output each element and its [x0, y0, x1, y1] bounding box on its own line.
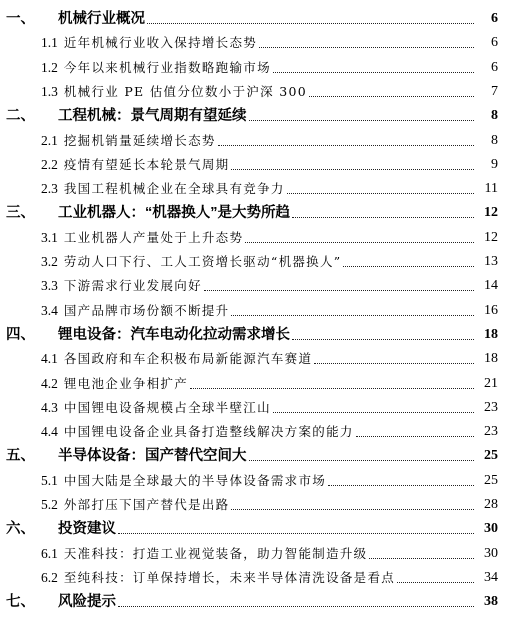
toc-page-number: 18 [484, 326, 498, 342]
toc-dot-leader [314, 363, 474, 364]
toc-entry-title: 中国大陆是全球最大的半导体设备需求市场 [63, 472, 327, 488]
toc-section-entry[interactable] [0, 468, 516, 490]
toc-entry-title: 挖掘机销量延续增长态势 [63, 132, 216, 148]
toc-entry-number: 2.1 [41, 132, 58, 148]
toc-page-number: 9 [491, 156, 498, 172]
toc-dot-leader [249, 120, 475, 121]
toc-entry-number: 6.2 [41, 569, 58, 585]
toc-page-number: 6 [491, 35, 498, 51]
toc-chapter-entry[interactable] [0, 6, 516, 28]
toc-page-number: 23 [484, 399, 498, 415]
toc-entry-number: 二、 [6, 108, 35, 125]
toc-dot-leader [273, 72, 474, 73]
toc-section-entry[interactable] [0, 249, 516, 271]
toc-entry-title: 天准科技：打造工业视觉装备，助力智能制造升级 [63, 545, 368, 561]
toc-section-entry[interactable] [0, 79, 516, 101]
toc-dot-leader [118, 533, 474, 534]
toc-page-number: 6 [491, 59, 498, 75]
toc-entry-number: 4.3 [41, 399, 58, 415]
toc-page-number: 21 [484, 375, 498, 391]
toc-dot-leader [218, 145, 474, 146]
toc-page-number: 34 [484, 569, 498, 585]
toc-page-number: 7 [491, 83, 498, 99]
toc-entry-number: 四、 [6, 326, 35, 343]
toc-dot-leader [245, 242, 474, 243]
toc-entry-title: 今年以来机械行业指数略跑输市场 [63, 59, 271, 75]
toc-section-entry[interactable] [0, 346, 516, 368]
toc-page-number: 12 [484, 229, 498, 245]
toc-entry-number: 6.1 [41, 545, 58, 561]
toc-dot-leader [249, 460, 475, 461]
toc-dot-leader [231, 509, 474, 510]
toc-entry-number: 4.4 [41, 424, 58, 440]
toc-entry-number: 五、 [6, 448, 35, 465]
toc-dot-leader [343, 266, 474, 267]
toc-section-entry[interactable] [0, 152, 516, 174]
toc-page-number: 12 [484, 205, 498, 221]
toc-page-number: 30 [484, 545, 498, 561]
toc-page-number: 30 [484, 521, 498, 537]
toc-entry-title: 机械行业 PE 估值分位数小于沪深 300 [63, 83, 307, 99]
toc-dot-leader [309, 96, 474, 97]
toc-entry-number: 七、 [6, 594, 35, 611]
toc-section-entry[interactable] [0, 565, 516, 587]
toc-page-number: 14 [484, 278, 498, 294]
toc-entry-title: 工业机器人产量处于上升态势 [63, 229, 244, 245]
toc-section-entry[interactable] [0, 225, 516, 247]
toc-entry-title: 工程机械：景气周期有望延续 [58, 108, 247, 125]
toc-page-number: 28 [484, 497, 498, 512]
toc-chapter-entry[interactable] [0, 443, 516, 465]
toc-page-number: 8 [491, 132, 498, 148]
toc-entry-number: 1.3 [41, 83, 58, 99]
toc-entry-title: 我国工程机械企业在全球具有竞争力 [63, 181, 285, 197]
toc-chapter-entry[interactable] [0, 589, 516, 611]
toc-entry-title: 风险提示 [58, 594, 116, 611]
toc-entry-title: 近年机械行业收入保持增长态势 [63, 35, 258, 51]
toc-entry-title: 各国政府和车企积极布局新能源汽车赛道 [63, 351, 313, 367]
toc-entry-title: 中国锂电设备规模占全球半壁江山 [63, 399, 271, 415]
toc-page-number: 18 [484, 351, 498, 367]
toc-chapter-entry[interactable] [0, 103, 516, 125]
toc-dot-leader [397, 582, 474, 583]
toc-section-entry[interactable] [0, 492, 516, 514]
toc-section-entry[interactable] [0, 419, 516, 441]
toc-page-number: 16 [484, 302, 498, 318]
toc-entry-number: 1.1 [41, 35, 58, 51]
toc-chapter-entry[interactable] [0, 200, 516, 222]
toc-entry-number: 3.3 [41, 278, 58, 294]
toc-dot-leader [292, 217, 474, 218]
toc-page-number: 23 [484, 424, 498, 440]
toc-entry-title: 锂电设备：汽车电动化拉动需求增长 [58, 326, 290, 343]
toc-entry-number: 2.2 [41, 156, 58, 172]
toc-dot-leader [273, 412, 474, 413]
toc-entry-title: 至纯科技：订单保持增长，未来半导体清洗设备是看点 [63, 569, 396, 585]
toc-entry-number: 4.2 [41, 375, 58, 391]
toc-dot-leader [204, 290, 474, 291]
toc-entry-number: 3.1 [41, 229, 58, 245]
toc-entry-number: 1.2 [41, 59, 58, 75]
toc-dot-leader [147, 23, 474, 24]
toc-section-entry[interactable] [0, 128, 516, 150]
toc-dot-leader [287, 193, 474, 194]
toc-dot-leader [259, 47, 474, 48]
toc-page-number: 11 [484, 181, 498, 197]
toc-entry-title: 疫情有望延长本轮景气周期 [63, 156, 230, 172]
toc-entry-title: 劳动人口下行、工人工资增长驱动“机器换人” [63, 254, 342, 269]
toc-entry-number: 一、 [6, 11, 35, 27]
toc-page-number: 25 [484, 448, 498, 464]
toc-section-entry[interactable] [0, 273, 516, 295]
toc-page-number: 13 [484, 254, 498, 269]
toc-entry-title: 机械行业概况 [58, 11, 145, 27]
toc-entry-number: 3.4 [41, 302, 58, 318]
toc-entry-number: 2.3 [41, 181, 58, 197]
toc-entry-title: 下游需求行业发展向好 [63, 278, 202, 294]
toc-entry-number: 3.2 [41, 254, 58, 269]
toc-section-entry[interactable] [0, 176, 516, 198]
toc-section-entry[interactable] [0, 371, 516, 393]
toc-page-number: 6 [491, 11, 498, 26]
toc-page-number: 8 [491, 108, 498, 124]
toc-chapter-entry[interactable] [0, 516, 516, 538]
toc-dot-leader [369, 558, 474, 559]
toc-entry-title: 投资建议 [58, 521, 116, 538]
toc-dot-leader [356, 436, 474, 437]
toc-dot-leader [328, 485, 474, 486]
toc-dot-leader [118, 606, 474, 607]
toc-section-entry[interactable] [0, 298, 516, 320]
toc-chapter-entry[interactable] [0, 322, 516, 344]
toc-entry-title: 锂电池企业争相扩产 [63, 375, 189, 391]
toc-entry-title: 国产品牌市场份额不断提升 [63, 302, 230, 318]
toc-entry-number: 六、 [6, 521, 35, 538]
toc-entry-number: 三、 [6, 205, 35, 222]
toc-page-number: 25 [484, 472, 498, 488]
toc-section-entry[interactable] [0, 541, 516, 563]
toc-section-entry[interactable] [0, 30, 516, 52]
toc-dot-leader [231, 315, 474, 316]
toc-page-number: 38 [484, 594, 498, 610]
toc-entry-number: 5.1 [41, 472, 58, 488]
toc-section-entry[interactable] [0, 395, 516, 417]
toc-dot-leader [190, 388, 474, 389]
toc-dot-leader [231, 169, 474, 170]
toc-section-entry[interactable] [0, 55, 516, 77]
toc-entry-title: 中国锂电设备企业具备打造整线解决方案的能力 [63, 424, 354, 440]
toc-entry-number: 4.1 [41, 351, 58, 367]
toc-dot-leader [292, 339, 474, 340]
toc-entry-title: 半导体设备：国产替代空间大 [58, 448, 247, 465]
toc-entry-title: 外部打压下国产替代是出路 [63, 497, 230, 512]
toc-entry-title: 工业机器人：“机器换人”是大势所趋 [58, 205, 290, 222]
toc-entry-number: 5.2 [41, 497, 58, 512]
